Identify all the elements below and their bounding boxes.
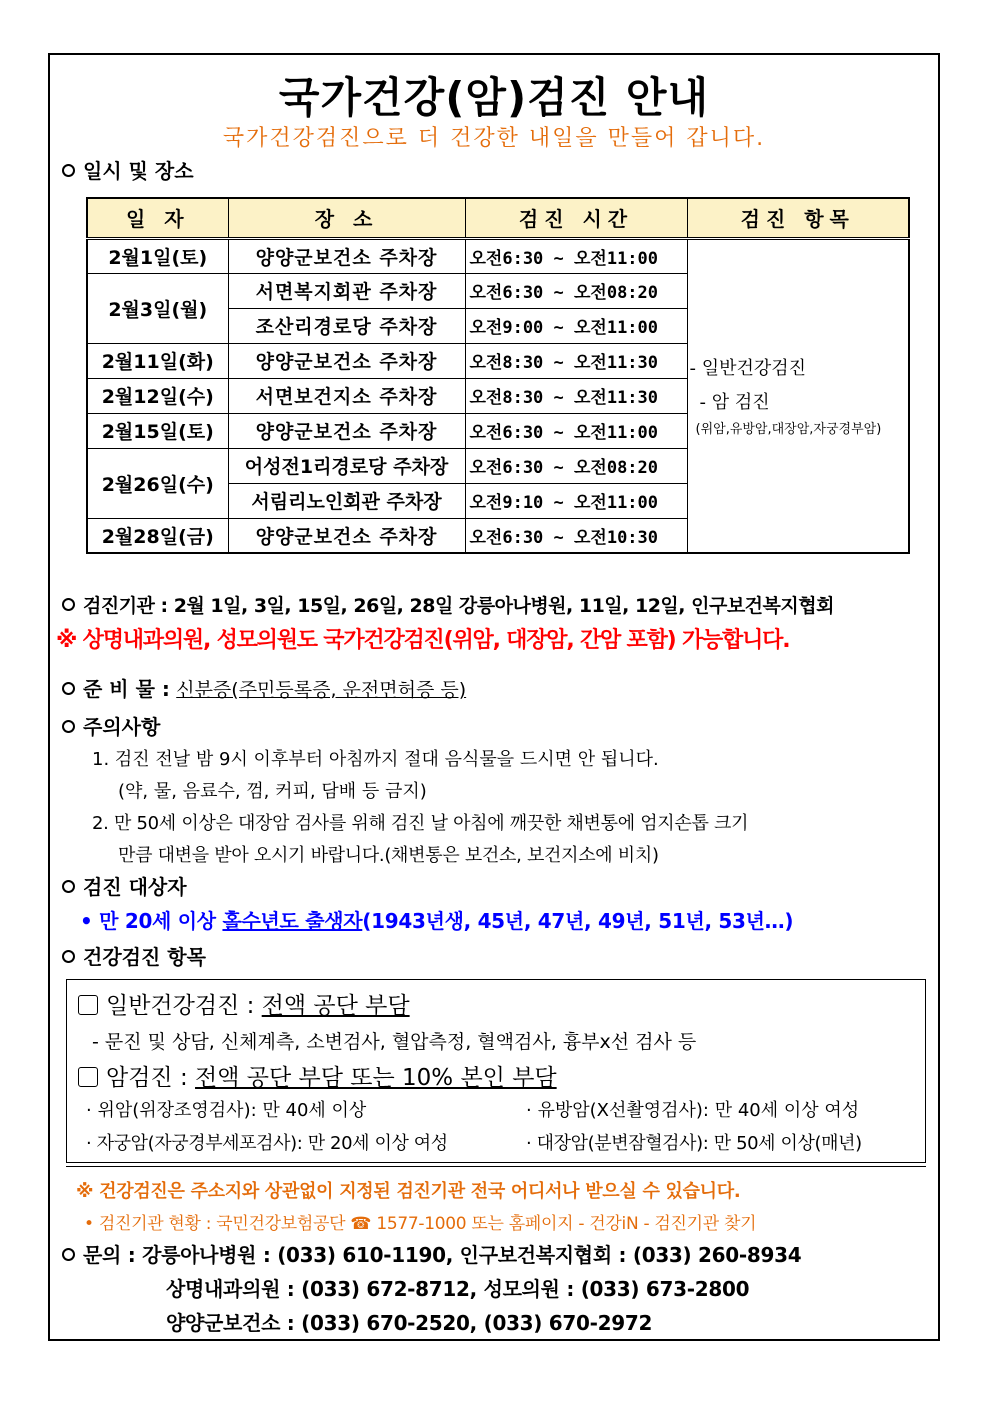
institution-text: 검진기관 : 2월 1일, 3일, 15일, 26일, 28일 강릉아나병원, 11일, 12일, 인구보건복지협회	[83, 595, 834, 617]
header-items: 검진 항목	[687, 198, 909, 238]
circle-bullet-icon	[62, 164, 75, 177]
place-cell: 양양군보건소 주차장	[228, 518, 465, 553]
date-cell: 2월26일(수)	[87, 448, 228, 518]
place-cell: 양양군보건소 주차장	[228, 343, 465, 378]
contact-line-3: 양양군보건소 : (033) 670-2520, (033) 670-2972	[166, 1311, 653, 1335]
date-cell: 2월1일(토)	[87, 238, 228, 273]
checkbox-icon	[78, 1067, 98, 1087]
place-cell: 어성전1리경로당 주차장	[228, 448, 465, 483]
schedule-table	[86, 197, 910, 554]
cancer-checkup-line	[78, 1059, 557, 1092]
prep-value: 신분증(주민등록증, 운전면허증 등)	[176, 679, 467, 701]
table-row	[87, 238, 909, 273]
table-header-row	[87, 198, 909, 238]
time-cell: 오전6:30 ~ 오전10:30	[465, 518, 687, 553]
target-prefix: • 만 20세 이상	[80, 909, 223, 933]
caution-1: 1. 검진 전날 밤 9시 이후부터 아침까지 절대 음식물을 드시면 안 됩니다.	[92, 749, 659, 770]
time-cell: 오전6:30 ~ 오전11:00	[465, 413, 687, 448]
time-cell: 오전8:30 ~ 오전11:30	[465, 343, 687, 378]
contact-1-text: 문의 : 강릉아나병원 : (033) 610-1190, 인구보건복지협회 : (033) 260-8934	[83, 1243, 802, 1267]
general-value: 전액 공단 부담	[261, 993, 410, 1019]
general-label: 일반건강검진 :	[106, 993, 262, 1019]
institution-line	[62, 591, 834, 618]
header-time: 검진 시간	[465, 198, 687, 238]
page-subtitle: 국가건강검진으로 더 건강한 내일을 만들어 갑니다.	[222, 126, 766, 151]
items-general: - 일반건강검진	[689, 357, 807, 379]
caution-2-detail: 만큼 대변을 받아 오시기 바랍니다.(채변통은 보건소, 보건지소에 비치)	[118, 845, 659, 866]
items-box-underline	[66, 1166, 926, 1167]
prep-label: 준 비 물 :	[83, 677, 170, 701]
section-schedule	[62, 155, 194, 184]
cancer-stomach: · 위암(위장조영검사): 만 40세 이상	[86, 1100, 367, 1121]
circle-bullet-icon	[62, 880, 75, 893]
target-line	[80, 905, 793, 934]
section-schedule-label: 일시 및 장소	[83, 159, 194, 183]
items-cancer: - 암 검진	[699, 391, 770, 413]
date-cell: 2월12일(수)	[87, 378, 228, 413]
cancer-label: 암검진 :	[106, 1065, 196, 1091]
circle-bullet-icon	[62, 720, 75, 733]
checkbox-icon	[78, 995, 98, 1015]
time-cell: 오전6:30 ~ 오전08:20	[465, 448, 687, 483]
target-suffix: (1943년생, 45년, 47년, 49년, 51년, 53년…)	[362, 909, 794, 933]
general-detail: - 문진 및 상담, 신체계측, 소변검사, 혈압측정, 혈액검사, 흉부x선 검사 등	[92, 1031, 697, 1053]
prep-line	[62, 673, 466, 702]
place-cell: 서면보건지소 주차장	[228, 378, 465, 413]
place-cell: 양양군보건소 주차장	[228, 238, 465, 273]
cancer-colon: · 대장암(분변잠혈검사): 만 50세 이상(매년)	[526, 1133, 862, 1154]
place-cell: 서림리노인회관 주차장	[228, 483, 465, 518]
section-caution-label: 주의사항	[83, 715, 161, 739]
caution-1-detail: (약, 물, 음료수, 껌, 커피, 담배 등 금지)	[118, 781, 427, 802]
cancer-value: 전액 공단 부담 또는 10% 본인 부담	[195, 1065, 557, 1091]
circle-bullet-icon	[62, 950, 75, 963]
section-target	[62, 871, 187, 900]
cancer-breast: · 유방암(X선촬영검사): 만 40세 이상 여성	[526, 1100, 860, 1121]
institution-status-line: • 검진기관 현황 : 국민건강보험공단 ☎ 1577-1000 또는 홈페이지 - 건강iN - 검진기관 찾기	[84, 1214, 757, 1234]
place-cell: 서면복지회관 주차장	[228, 273, 465, 308]
general-checkup-line	[78, 987, 410, 1020]
circle-bullet-icon	[62, 598, 75, 611]
items-cancer-types: (위암,유방암,대장암,자궁경부암)	[695, 421, 882, 437]
date-cell: 2월15일(토)	[87, 413, 228, 448]
date-cell: 2월3일(월)	[87, 273, 228, 343]
section-target-label: 검진 대상자	[83, 875, 187, 899]
time-cell: 오전6:30 ~ 오전11:00	[465, 238, 687, 273]
section-items-label: 건강검진 항목	[83, 945, 206, 969]
items-cell	[687, 238, 909, 553]
caution-2: 2. 만 50세 이상은 대장암 검사를 위해 검진 날 아침에 깨끗한 채변통에 엄지손톱 크기	[92, 813, 749, 834]
time-cell: 오전9:10 ~ 오전11:00	[465, 483, 687, 518]
anywhere-notice: ※ 건강검진은 주소지와 상관없이 지정된 검진기관 전국 어디서나 받으실 수 있습니다.	[76, 1181, 741, 1202]
date-cell: 2월28일(금)	[87, 518, 228, 553]
time-cell: 오전9:00 ~ 오전11:00	[465, 308, 687, 343]
place-cell: 양양군보건소 주차장	[228, 413, 465, 448]
circle-bullet-icon	[62, 1248, 75, 1261]
section-caution	[62, 711, 160, 740]
circle-bullet-icon	[62, 682, 75, 695]
time-cell: 오전8:30 ~ 오전11:30	[465, 378, 687, 413]
target-underline: 홀수년도 출생자	[222, 909, 363, 933]
section-items	[62, 941, 206, 970]
place-cell: 조산리경로당 주차장	[228, 308, 465, 343]
time-cell: 오전6:30 ~ 오전08:20	[465, 273, 687, 308]
contact-line-2: 상명내과의원 : (033) 672-8712, 성모의원 : (033) 673-2800	[166, 1277, 750, 1301]
date-cell: 2월11일(화)	[87, 343, 228, 378]
contact-line-1	[62, 1239, 801, 1268]
cancer-cervical: · 자궁암(자궁경부세포검사): 만 20세 이상 여성	[86, 1133, 448, 1154]
partner-clinic-notice: ※ 상명내과의원, 성모의원도 국가건강검진(위암, 대장암, 간암 포함) 가능합니다.	[56, 628, 790, 653]
notice-frame	[48, 53, 940, 1341]
header-date: 일 자	[87, 198, 228, 238]
page-title: 국가건강(암)검진 안내	[278, 73, 710, 122]
header-place: 장 소	[228, 198, 465, 238]
